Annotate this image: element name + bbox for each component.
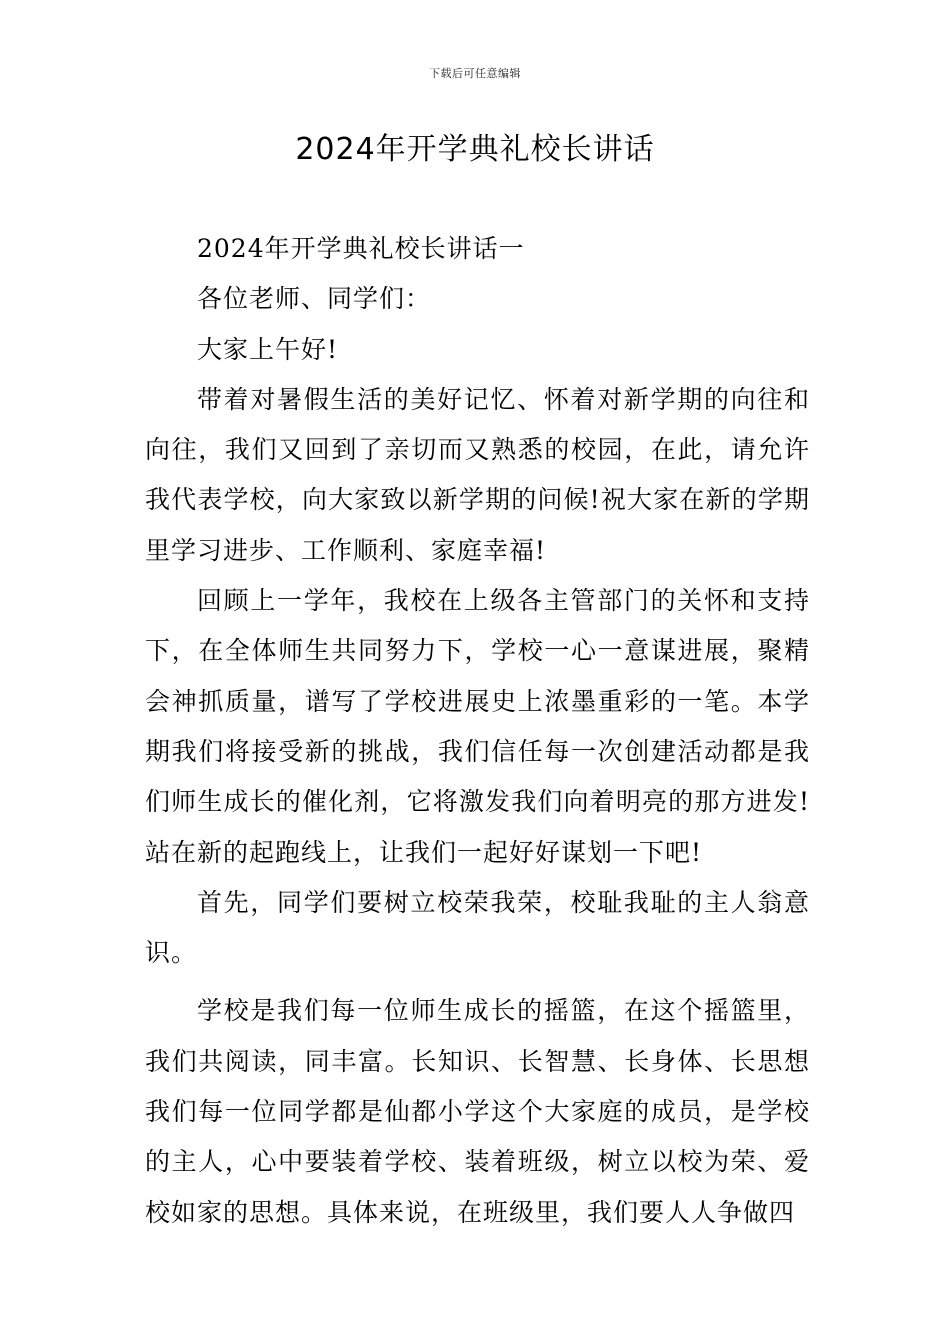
subtitle-paragraph: 2024年开学典礼校长讲话一 <box>197 234 525 263</box>
body-paragraph: 学校是我们每一位师生成长的摇篮，在这个摇篮里，我们共阅读，同丰富。长知识、长智慧、长身体、长思想我们每一位同学都是仙都小学这个大家庭的成员，是学校的主人，心中要装着学校、装着班级，树立以校为荣、爱校如家的思想。具体来说，在班级里，我们要人人争做四 <box>145 996 810 1227</box>
salutation-paragraph: 各位老师、同学们： <box>197 284 432 314</box>
body-paragraph: 带着对暑假生活的美好记忆、怀着对新学期的向往和向往，我们又回到了亲切而又熟悉的校园，在此，请允许我代表学校，向大家致以新学期的问候!祝大家在新的学期里学习进步、工作顺利、家庭幸福! <box>145 384 810 565</box>
body-paragraph: 回顾上一学年，我校在上级各主管部门的关怀和支持下，在全体师生共同努力下，学校一心一意谋进展，聚精会神抓质量，谱写了学校进展史上浓墨重彩的一笔。本学期我们将接受新的挑战，我们信任每一次创建活动都是我们师生成长的催化剂，它将激发我们向着明亮的那方进发!站在新的起跑线上，让我们一起好好谋划一下吧! <box>145 586 810 867</box>
greeting-paragraph: 大家上午好! <box>197 334 339 364</box>
header-note: 下载后可任意编辑 <box>429 67 521 80</box>
document-body <box>145 224 810 1238</box>
body-paragraph: 首先，同学们要树立校荣我荣，校耻我耻的主人翁意识。 <box>145 887 810 968</box>
document-title: 2024年开学典礼校长讲话 <box>295 132 655 167</box>
